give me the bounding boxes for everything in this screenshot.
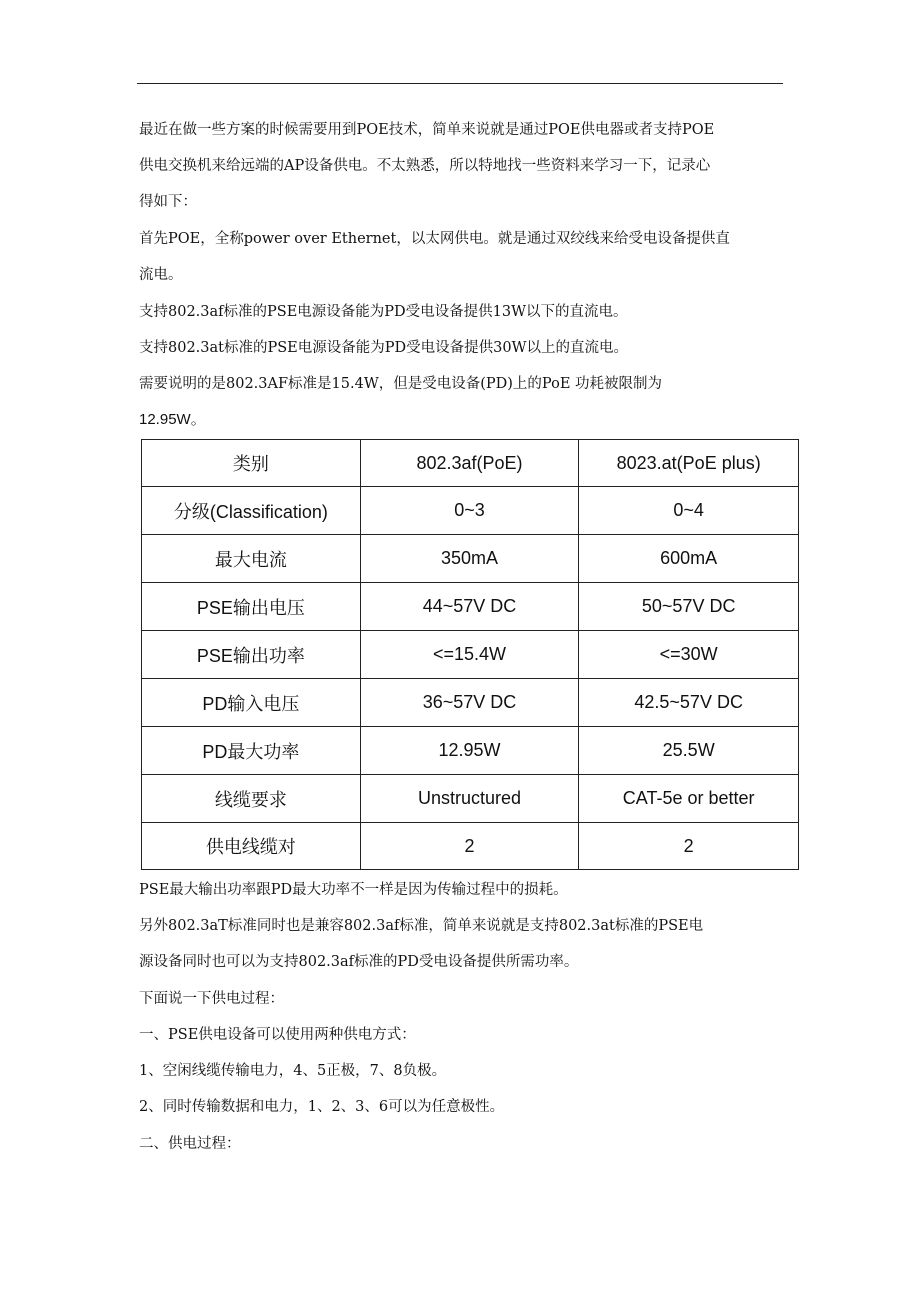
table-row: [142, 727, 799, 775]
paragraph-line: 最近在做一些方案的时候需要用到POE技术，简单来说就是通过POE供电器或者支持POE: [139, 122, 715, 138]
table-cell: 44~57V DC: [360, 583, 579, 631]
table-cell: 36~57V DC: [360, 679, 579, 727]
table-row: [142, 679, 799, 727]
paragraph-line: 流电。: [139, 267, 183, 283]
paragraph-line: 源设备同时也可以为支持802.3af标准的PD受电设备提供所需功率。: [139, 954, 579, 970]
table-row: [142, 487, 799, 535]
table-cell: PD输入电压: [142, 679, 361, 727]
table-header-row: [142, 440, 799, 487]
table-row: [142, 583, 799, 631]
table-cell: <=30W: [579, 631, 799, 679]
table-cell: 线缆要求: [142, 775, 361, 823]
table-cell: 350mA: [360, 535, 579, 583]
table-cell: 2: [360, 823, 579, 870]
table-header-cell: 类别: [142, 440, 361, 487]
paragraph-line: 二、供电过程：: [139, 1136, 241, 1152]
header-rule: [137, 83, 783, 84]
table-cell: 2: [579, 823, 799, 870]
paragraph-line: 另外802.3aT标准同时也是兼容802.3af标准，简单来说就是支持802.3at标准的PSE电: [139, 918, 704, 934]
table-header-cell: 8023.at(PoE plus): [579, 440, 799, 487]
paragraph-line: 得如下：: [139, 194, 197, 210]
table-cell: 分级(Classification): [142, 487, 361, 535]
table-cell: PSE输出电压: [142, 583, 361, 631]
paragraph-line: 2、同时传输数据和电力，1、2、3、6可以为任意极性。: [139, 1099, 505, 1115]
table-cell: 50~57V DC: [579, 583, 799, 631]
table-header-cell: 802.3af(PoE): [360, 440, 579, 487]
table-cell: CAT-5e or better: [579, 775, 799, 823]
paragraph-line: 供电交换机来给远端的AP设备供电。不太熟悉，所以特地找一些资料来学习一下，记录心: [139, 158, 711, 174]
table-cell: 600mA: [579, 535, 799, 583]
table-cell: 42.5~57V DC: [579, 679, 799, 727]
table-cell: PSE输出功率: [142, 631, 361, 679]
table-row: [142, 775, 799, 823]
poe-spec-table: [141, 439, 799, 870]
table-cell: 最大电流: [142, 535, 361, 583]
paragraph-line: 一、PSE供电设备可以使用两种供电方式：: [139, 1027, 416, 1043]
paragraph-line: 12.95W。: [139, 411, 206, 428]
table-cell: <=15.4W: [360, 631, 579, 679]
table-cell: 0~3: [360, 487, 579, 535]
table-cell: 供电线缆对: [142, 823, 361, 870]
paragraph-line: 支持802.3af标准的PSE电源设备能为PD受电设备提供13W以下的直流电。: [139, 304, 628, 320]
table-row: [142, 631, 799, 679]
paragraph-line: 1、空闲线缆传输电力，4、5正极，7、8负极。: [139, 1063, 447, 1079]
table-cell: Unstructured: [360, 775, 579, 823]
table-cell: 12.95W: [360, 727, 579, 775]
paragraph-line: 支持802.3at标准的PSE电源设备能为PD受电设备提供30W以上的直流电。: [139, 340, 628, 356]
paragraph-line: PSE最大输出功率跟PD最大功率不一样是因为传输过程中的损耗。: [139, 882, 568, 898]
table-row: [142, 823, 799, 870]
table-cell: 25.5W: [579, 727, 799, 775]
paragraph-line: 需要说明的是802.3AF标准是15.4W，但是受电设备(PD)上的PoE 功耗被限制为: [139, 376, 663, 392]
table-row: [142, 535, 799, 583]
paragraph-line: 下面说一下供电过程：: [139, 991, 284, 1007]
paragraph-line: 首先POE，全称power over Ethernet，以太网供电。就是通过双绞线来给受电设备提供直: [139, 231, 730, 247]
table-cell: PD最大功率: [142, 727, 361, 775]
table-cell: 0~4: [579, 487, 799, 535]
